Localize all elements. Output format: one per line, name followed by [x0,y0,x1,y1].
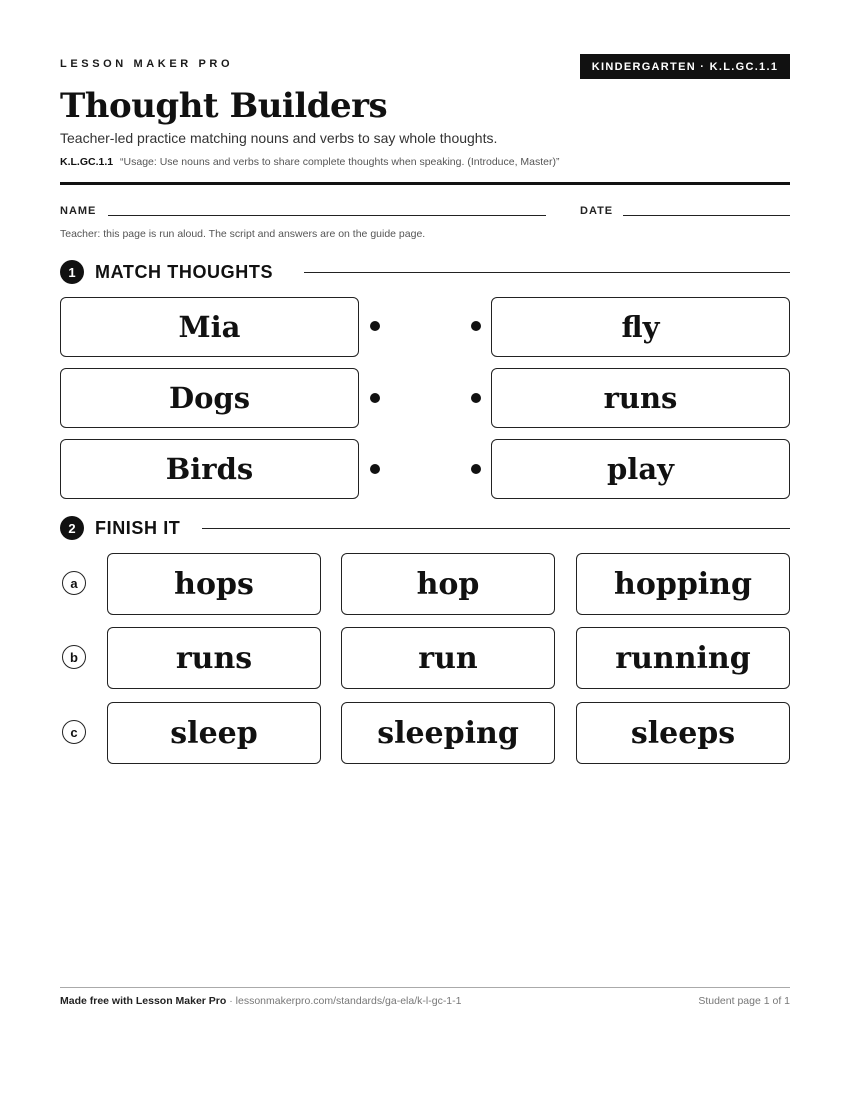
standard-code: K.L.GC.1.1 [60,156,114,168]
standard-line [60,156,560,168]
word-choice[interactable]: runs [107,627,321,689]
row-letter: a [62,571,86,595]
word-choice[interactable]: sleeping [341,702,555,764]
section-number: 2 [60,516,84,540]
footer-url[interactable]: · lessonmakerpro.com/standards/ga-ela/k-l-gc-1-1 [226,995,462,1007]
word-choice[interactable]: sleep [107,702,321,764]
match-dot-right[interactable] [471,321,481,331]
section-number: 1 [60,260,84,284]
match-dot-right[interactable] [471,464,481,474]
noun-card[interactable]: Mia [60,297,359,357]
section-1-heading [60,260,273,284]
section-rule [202,528,790,529]
verb-card[interactable]: runs [491,368,790,428]
word-choice[interactable]: running [576,627,790,689]
page-subtitle: Teacher-led practice matching nouns and verbs to say whole thoughts. [60,130,498,146]
standard-description: “Usage: Use nouns and verbs to share complete thoughts when speaking. (Introduce, Master)” [120,156,560,168]
match-dot-left[interactable] [370,464,380,474]
word-choice[interactable]: run [341,627,555,689]
footer-credit [60,995,462,1007]
date-field[interactable] [623,215,790,216]
word-choice[interactable]: sleeps [576,702,790,764]
match-dot-right[interactable] [471,393,481,403]
footer-made-with: Made free with Lesson Maker Pro [60,995,227,1007]
name-field[interactable] [108,215,546,216]
noun-card[interactable]: Dogs [60,368,359,428]
word-choice[interactable]: hops [107,553,321,615]
section-title: MATCH THOUGHTS [95,261,274,282]
verb-card[interactable]: play [491,439,790,499]
section-title: FINISH IT [95,517,181,538]
word-choice[interactable]: hop [341,553,555,615]
word-choice[interactable]: hopping [576,553,790,615]
grade-standard-badge: KINDERGARTEN · K.L.GC.1.1 [580,54,790,79]
page-number: Student page 1 of 1 [698,995,790,1007]
verb-card[interactable]: fly [491,297,790,357]
header-divider [60,182,790,185]
footer-divider [60,987,790,988]
date-label: DATE [580,205,614,217]
name-label: NAME [60,205,97,217]
match-dot-left[interactable] [370,321,380,331]
section-2-heading [60,516,180,540]
section-rule [304,272,790,273]
teacher-note: Teacher: this page is run aloud. The script and answers are on the guide page. [60,228,426,240]
brand-name: LESSON MAKER PRO [60,58,234,70]
row-letter: c [62,720,86,744]
match-dot-left[interactable] [370,393,380,403]
noun-card[interactable]: Birds [60,439,359,499]
page-title: Thought Builders [60,86,388,126]
row-letter: b [62,645,86,669]
